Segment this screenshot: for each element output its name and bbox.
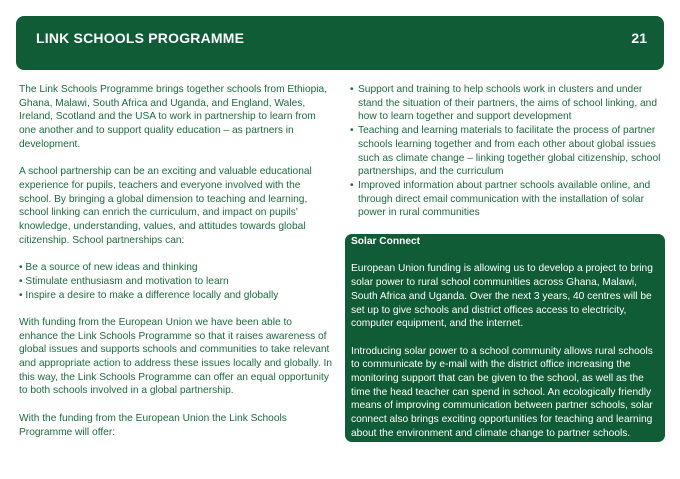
funding-paragraph: With funding from the European Union we have been able to enhance the Link Schools Programme so that it raises awareness of global issues and supports schools and communities to take relevant and appropriate action to address these issues locally and globally. In this way, the Link Schools Programme can offer an equal opportunity to both schools involved in a global partnership.	[19, 316, 332, 397]
list-item-text: Support and training to help schools work in clusters and under stand the situation of their partners, the aims of school linking, and how to learn together and support development	[358, 84, 658, 123]
list-item	[350, 83, 664, 124]
solar-connect-heading: Solar Connect	[351, 236, 421, 247]
bullet-icon: •	[350, 125, 354, 137]
solar-paragraph-1: European Union funding is allowing us to develop a project to bring solar power to rural school communities across Ghana, Malawi, South Africa and Uganda. Over the next 3 years, 40 centres will be set up to give schools and district offices access to electricity, computer equipment, and the internet.	[351, 263, 653, 330]
offer-list	[350, 83, 664, 220]
benefits-list	[19, 261, 332, 302]
list-item: • Stimulate enthusiasm and motivation to learn	[19, 275, 229, 287]
page-number: 21	[631, 30, 647, 46]
offer-paragraph: With the funding from the European Union the Link Schools Programme will offer:	[19, 412, 287, 438]
bullet-icon: •	[350, 179, 354, 191]
list-item	[350, 179, 664, 220]
list-item: • Inspire a desire to make a difference locally and globally	[19, 289, 279, 301]
right-column	[350, 83, 664, 220]
list-item	[350, 124, 664, 179]
list-item-text: Teaching and learning materials to facilitate the process of partner schools learning together and from each other about global issues such as climate change – linking together global citizenship, school partnerships, and the curriculum	[358, 125, 661, 178]
list-item-text: Improved information about partner schools available online, and through direct email communication with the installation of solar power in rural communities	[358, 179, 651, 219]
bullet-icon: •	[350, 84, 354, 95]
left-column	[19, 83, 332, 439]
solar-connect-box	[345, 234, 665, 442]
page-header	[16, 16, 664, 70]
page-title: LINK SCHOOLS PROGRAMME	[36, 30, 245, 46]
list-item: • Be a source of new ideas and thinking	[19, 262, 198, 274]
intro-paragraph: The Link Schools Programme brings together schools from Ethiopia, Ghana, Malawi, South Africa and Uganda, and England, Wales, Ireland, Scotland and the USA to work in partnership to learn from one another and to support quality education – as partners in development.	[19, 84, 328, 150]
partnership-paragraph: A school partnership can be an exciting and valuable educational experience for pupils, teachers and everyone involved with the school. By bringing a global dimension to teaching and learning, school linking can enrich the curriculum, and impact on pupils' knowledge, understanding, values, and attitudes towards global citizenship. School partnerships can:	[19, 166, 312, 246]
solar-paragraph-2: Introducing solar power to a school community allows rural schools to communicate by e-mail with the district office increasing the monitoring support that can be given to the school, as well as the time the head teacher can spend in school. An ecologically friendly means of improving communication between partner schools, solar connect also brings exciting opportunities for teaching and learning about the environment and climate change to partner schools.	[351, 345, 653, 439]
